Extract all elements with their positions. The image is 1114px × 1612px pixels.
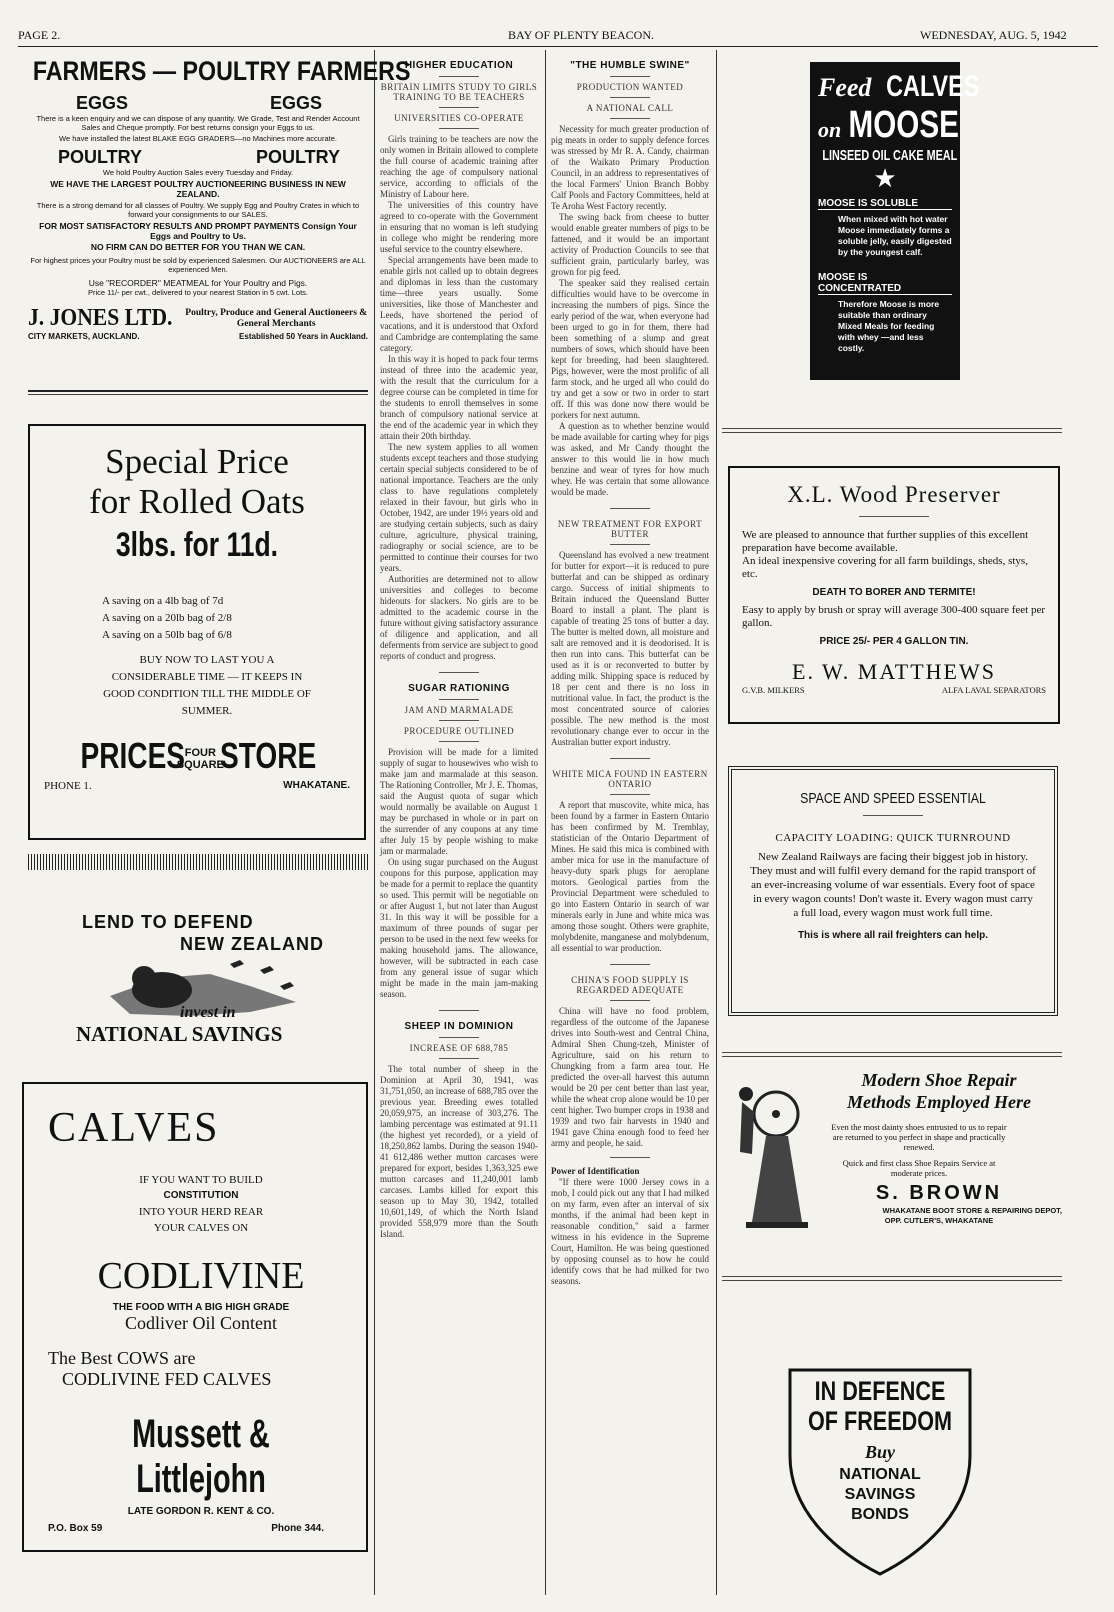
news-column-2 <box>380 60 538 1595</box>
lend-line-1: LEND TO DEFEND <box>82 912 254 932</box>
article-paragraph: Provision will be made for a limited supply of sugar to housewives who wish to make jam and marmalade at this season. The Rationing Controller, Mr J. E. Thomas, said the August quota of sugar which would normally be available on August 1 may be purchased in whole or in part on the surrender of any coupons at any time after July 15 by people wishing to make jam or marmalade. <box>380 747 538 856</box>
poultry-demand: There is a strong demand for all classes of Poultry. We supply Egg and Poultry Crates in which to forward your consignments to our SALES. <box>36 201 360 219</box>
prompt-payments: FOR MOST SATISFACTORY RESULTS AND PROMPT PAYMENTS Consign Your Eggs and Poultry to Us. <box>39 221 357 241</box>
sheep-dominion-headline: SHEEP IN DOMINION <box>404 1021 514 1032</box>
column-rule-2 <box>545 50 546 1595</box>
s-brown: S. BROWN <box>875 1182 1003 1204</box>
article-paragraph: A question as to whether benzine would be made available for carting whey for pigs was asked, and Mr Candy thought the answer to this would lie in how much benzine and wear of tyres for how much whey. He was certain that some allowance would be made. <box>551 421 709 497</box>
moose-calves: CALVES <box>886 70 980 103</box>
hatched-border <box>28 854 368 870</box>
meatmeal-price: Price 11/- per cwt., delivered to your nearest Station in 5 cwt. Lots. <box>88 288 308 297</box>
buy-now-text: BUY NOW TO LAST YOU A CONSIDERABLE TIME — IT KEEPS IN GOOD CONDITION TILL THE MIDDLE OF SUMMER. <box>103 654 311 717</box>
capacity-loading: CAPACITY LOADING: QUICK TURNROUND <box>775 832 1011 844</box>
store-four: FOUR <box>184 747 216 759</box>
moose-calves-ad <box>810 62 980 380</box>
production-wanted: PRODUCTION WANTED <box>576 82 684 92</box>
company-address: CITY MARKETS, AUCKLAND. <box>28 332 140 341</box>
late-gordon-kent: LATE GORDON R. KENT & CO. <box>127 1506 275 1517</box>
defence-bonds: BONDS <box>851 1506 909 1523</box>
auction-days: We hold Poultry Auction Sales every Tuesday and Friday. <box>102 168 294 177</box>
divider <box>722 1280 1062 1281</box>
codlivine-tagline: THE FOOD WITH A BIG HIGH GRADE <box>112 1302 290 1313</box>
po-box: P.O. Box 59 <box>48 1523 103 1534</box>
moose-concentrated-text: Therefore Moose is more suitable than ordinary Mixed Meals for feeding with whey —and less costly. <box>838 299 940 353</box>
article-paragraph: China will have no food problem, regardless of the outcome of the Japanese drives into South-west and Central China, Admiral Shen Chung-tzeh, Minister of Agriculture, said on his return to Chungking from a farm area tour. He predicted the over-all harvest this autumn would be 20 per cent better than last year, while the wheat crop alone would be 10 per cent higher. Two bumper crops in 1938 and 1939 and two fair harvests in 1940 and 1941 gave China enough food to feed her army and people, he said. <box>551 1006 709 1148</box>
store-store: STORE <box>219 735 317 776</box>
calves-line-4: YOUR CALVES ON <box>153 1222 249 1234</box>
linseed-meal: LINSEED OIL CAKE MEAL <box>822 147 958 164</box>
article-paragraph: The total number of sheep in the Dominion at April 30, 1941, was 31,751,050, an increase of 688,785 over the previous year. Breeding ewes totalled 20,059,975, an increase of 303,276. The lambing percentage was estimated at 91.11 (the highest yet recorded), or a yield of 18,250,862 lambs. During the season 1940-41 612,486 wether mutton carcases were prepared for export, besides 1,363,325 ewe mutton carcases and 11,240,001 lamb carcases. Lambs killed for export this season up to May 30, 1942, totalled 10,601,149, of which the North Island provided 558,979 more than the South Island. <box>380 1064 538 1239</box>
divider <box>722 1052 1062 1053</box>
railways-ad <box>728 766 1058 1016</box>
calves-line-2: CONSTITUTION <box>163 1190 239 1201</box>
codlivine-calves-ad <box>22 1082 368 1552</box>
codliver-content: Codliver Oil Content <box>125 1313 277 1333</box>
higher-education-subhead: BRITAIN LIMITS STUDY TO GIRLS TRAINING TO BE TEACHERS <box>380 82 538 102</box>
wood-preserver-title: X.L. Wood Preserver <box>787 482 1001 507</box>
article-paragraph: A report that muscovite, white mica, has been found by a farmer in Eastern Ontario has been confirmed by M. Tremblay, statistician of the Ontario Department of Mines. He said this mica is combined with amber mica for use in the manufacture of heavy-duty spark plugs for aeroplane motors. Geological parties from the Provincial Department were scheduled to go into Eastern Ontario in search of war minerals early in June and white mica was among those sought. Others were graphite, molybdenite, manganese and molybdenum, all essential to war production. <box>551 800 709 953</box>
calves-line-3: INTO YOUR HERD REAR <box>138 1206 264 1218</box>
wood-covering-text: An ideal inexpensive covering for all farm buildings, sheds, stys, etc. <box>742 555 1028 580</box>
oats-title-1: Special Price <box>105 442 289 481</box>
article-paragraph: The speaker said they realised certain difficulties would have to be overcome in increasing the numbers of pigs. Since the early period of the war, when everyone had been urged to go in for them, there had been something of a slump and great numbers of sows, which should have been kept for breeding, had been slaughtered. Pigs, however, were the most prolific of all farm stock, and he urged all who could do try and get a sow or two in order to start off. If this was done now there would be porkers for next autumn. <box>551 278 709 420</box>
article-paragraph: Girls training to be teachers are now the only women in Britain allowed to complete the full course of academic training after reaching the age of compulsory national service, according to officials of the Ministry of Labour here. <box>380 134 538 199</box>
boot-store-address: OPP. CUTLER'S, WHAKATANE <box>884 1216 994 1225</box>
divider <box>722 432 1062 433</box>
jam-marmalade-subhead: JAM AND MARMALADE <box>404 705 514 715</box>
rolled-oats-ad <box>28 424 366 840</box>
calves-phone: Phone 344. <box>271 1523 324 1534</box>
poultry-ad-title: FARMERS — POULTRY FARMERS <box>32 56 411 86</box>
company-name: J. JONES LTD. <box>28 305 173 331</box>
egg-graders-text: We have installed the latest BLAKE EGG GRADERS—no Machines more accurate. <box>59 134 337 143</box>
store-town: WHAKATANE. <box>283 780 350 791</box>
higher-education-headline: HIGHER EDUCATION <box>404 60 514 71</box>
moose-soluble-text: When mixed with hot water Moose immediately forms a soluble jelly, easily digested by the youngest calf. <box>838 214 952 257</box>
moose-on: on <box>818 117 842 142</box>
death-to-borer: DEATH TO BORER AND TERMITE! <box>812 587 976 598</box>
poultry-farmers-ad <box>28 56 411 356</box>
invest-in: invest in <box>180 1004 236 1021</box>
article-paragraph: Special arrangements have been made to enable girls not called up to obtain degrees and diplomas in less than the customary time—three years usually. Some universities, like those of Manchester and Leeds, have shortened the period of vacations, and it is understood that Oxford and Cambridge are contemplating the same category. <box>380 255 538 353</box>
column-rule-1 <box>374 50 375 1595</box>
article-paragraph: The universities of this country have agreed to co-operate with the Government in ensuring that no woman is left studying in college who might be rendering more useful service to the country elsewhere. <box>380 200 538 254</box>
star-icon: ★ <box>873 164 897 193</box>
recorder-meatmeal: Use "RECORDER" MEATMEAL for Your Poultry and Pigs. <box>88 278 308 288</box>
space-speed-title: SPACE AND SPEED ESSENTIAL <box>800 790 986 807</box>
oats-price: 3lbs. for 11d. <box>115 526 279 564</box>
saving-line-2: A saving on a 20lb bag of 2/8 <box>102 612 232 624</box>
defence-national: NATIONAL <box>839 1466 921 1483</box>
eggs-left: EGGS <box>76 93 129 113</box>
sheep-increase: INCREASE OF 688,785 <box>409 1043 509 1053</box>
national-call: A NATIONAL CALL <box>586 103 674 113</box>
defence-savings: SAVINGS <box>844 1486 916 1503</box>
calves-title: CALVES <box>48 1105 220 1151</box>
procedure-outlined: PROCEDURE OUTLINED <box>403 726 515 736</box>
shoe-title-2: Methods Employed Here <box>847 1092 1031 1112</box>
in-defence: IN DEFENCE <box>814 1376 946 1406</box>
store-prices: PRICES <box>80 735 185 776</box>
codlivine-fed-calves: CODLIVINE FED CALVES <box>62 1369 272 1389</box>
moose-brand: MOOSE <box>848 104 960 146</box>
divider <box>722 1056 1062 1057</box>
of-freedom: OF FREEDOM <box>808 1406 952 1436</box>
moose-feed: Feed <box>818 73 872 102</box>
wood-supplies-text: We are pleased to announce that further supplies of this excellent preparation have become available. <box>742 529 1029 554</box>
news-column-3 <box>551 60 709 1595</box>
article-paragraph: Queensland has evolved a new treatment for butter for export—it is reduced to pure butterfat and can be shipped as ordinary cargo. Success of initial shipments to Britain induced the Queensland Butter Board to install a plant. The plant is capable of treating 25 tons of butter a day. The butter is melted down, all moisture and salt are removed and it is deodorised. It is then run into cans. This butterfat can be used as it is or reconverted to butter by adding milk. Shipping space is reduced by 18 per cent and there is no loss in nutritional value. In fact, the product is the most concentrated source of calories possible. The new method is the most revolutionary change ever to occur in the Australian butter export industry. <box>551 550 709 747</box>
oats-title-2: for Rolled Oats <box>89 482 305 521</box>
masthead <box>18 28 1098 44</box>
salesmen-note: For highest prices your Poultry must be sold by experienced Salesmen. Our AUCTIONEERS are ALL experienced Men. <box>30 256 366 274</box>
ew-matthews: E. W. MATTHEWS <box>792 659 996 684</box>
article-paragraph: Necessity for much greater production of pig meats in order to supply defence forces was stressed by Mr R. A. Candy, chairman of the Waikato Primary Production Council, in an address to representatives of the local Farmers' Union Branch Bobby Calf Pools and Factory Committees, held at Te Aroha West Factory recently. <box>551 124 709 211</box>
largest-business: WE HAVE THE LARGEST POULTRY AUCTIONEERING BUSINESS IN NEW ZEALAND. <box>50 179 346 199</box>
company-description: Poultry, Produce and General Auctioneers & General Merchants <box>185 307 368 329</box>
sugar-rationing-headline: SUGAR RATIONING <box>408 683 510 694</box>
national-savings: NATIONAL SAVINGS <box>76 1022 283 1046</box>
wood-preserver-ad <box>728 466 1060 724</box>
shoe-service-text: Quick and first class Shoe Repairs Service at moderate prices. <box>842 1158 996 1178</box>
store-phone: PHONE 1. <box>44 780 92 792</box>
masthead-rule <box>18 46 1098 47</box>
white-mica-headline: WHITE MICA FOUND IN EASTERN ONTARIO <box>552 769 708 789</box>
buy-script: Buy <box>864 1442 895 1462</box>
moose-concentrated: MOOSE IS CONCENTRATED <box>818 272 952 295</box>
best-cows-line: The Best COWS are <box>48 1348 196 1368</box>
boot-store-depot: WHAKATANE BOOT STORE & REPAIRING DEPOT, <box>882 1206 1062 1215</box>
article-paragraph: On using sugar purchased on the August coupons for this purpose, application may be made for a permit to replace the quantity so used. This permit will be negotiable on or after August 1, but not later than August 31. In this way it will be possible for a maximum of three pounds of sugar per person to be used in the next few weeks for making household jams. The allowance, however, will be subtracted in each case from any general issue of sugar which might be made in the main jam-making season. <box>380 857 538 999</box>
article-paragraph: The new system applies to all women students except teachers and those studying certain special subjects considered to be of national importance. Teachers are the only class to have regulations completely relaxed in their favour, but girls who in October, 1942, are under 19½ years old and are studying certain subjects, such as dairy culture, agriculture, physical training, radiography or social science, are to be permitted to continue their courses for two years. <box>380 442 538 573</box>
poultry-left: POULTRY <box>58 147 142 167</box>
wood-price: PRICE 25/- PER 4 GALLON TIN. <box>819 636 969 647</box>
shoe-repair-ad <box>728 1064 1062 1244</box>
page-number: PAGE 2. <box>18 28 61 42</box>
article-paragraph: The swing back from cheese to butter would enable greater numbers of pigs to be fattened, and it would be an important activity of Production Councils to see that sufficient grain, particularly barley, was grown for pig feed. <box>551 212 709 277</box>
calves-line-1: IF YOU WANT TO BUILD <box>139 1174 263 1186</box>
lend-to-defend-ad <box>40 904 356 1054</box>
humble-swine-headline: "THE HUMBLE SWINE" <box>570 60 690 71</box>
shoe-dainty-text: Even the most dainty shoes entrusted to us to repair are returned to you perfect in shape and practically renewed. <box>831 1122 1007 1152</box>
universities-cooperate: UNIVERSITIES CO-OPERATE <box>394 113 524 123</box>
divider <box>722 428 1062 429</box>
rail-freighters-help: This is where all rail freighters can help. <box>797 930 989 941</box>
article-paragraph: "If there were 1000 Jersey cows in a mob, I could pick out any that I had milked on my farm, even after an interval of six months, if the animal had been kept in reasonable condition," said a farmer witness in his evidence in the Supreme Court, Hamilton. He was being questioned by opposing counsel as to how he could identify cows that he had milked for two seasons. <box>551 1177 709 1286</box>
issue-date: WEDNESDAY, AUG. 5, 1942 <box>920 28 1067 42</box>
eggs-right: EGGS <box>269 93 322 113</box>
lend-line-2: NEW ZEALAND <box>180 934 324 954</box>
no-firm-better: NO FIRM CAN DO BETTER FOR YOU THAN WE CAN. <box>90 242 306 252</box>
eggs-text: There is a keen enquiry and we can dispose of any quantity. We Grade, Test and Render Account Sales and Cheque promptly. For best returns consign your Eggs to us. <box>36 114 360 132</box>
alfa-laval: ALFA LAVAL SEPARATORS <box>941 685 1046 695</box>
column-rule-3 <box>716 50 717 1595</box>
divider <box>28 390 368 392</box>
article-paragraph: In this way it is hoped to pack four terms instead of three into the academic year, with the result that the curriculum for a degree course can be completed in time for the students to enroll themselves in some branch of compulsory national service at the end of the academic year in which they attain their 20th birthday. <box>380 354 538 441</box>
mussett-littlejohn: Mussett & Littlejohn <box>132 1412 270 1501</box>
china-food-headline: CHINA'S FOOD SUPPLY IS REGARDED ADEQUATE <box>571 975 689 995</box>
saving-line-3: A saving on a 50lb bag of 6/8 <box>102 629 232 641</box>
paper-name: BAY OF PLENTY BEACON. <box>508 28 655 42</box>
company-established: Established 50 Years in Auckland. <box>239 332 368 341</box>
identification-headline: Power of Identification <box>551 1166 640 1176</box>
article-paragraph: Authorities are determined not to allow universities and colleges to become hideouts for slackers. No girls are to be admitted to the academic course in the future without giving satisfactory assurance of diligence and application, and all deferments from service are subject to good reports of conduct and progress. <box>380 574 538 661</box>
gvb-milkers: G.V.B. MILKERS <box>742 685 805 695</box>
store-square: SQUARE <box>176 759 224 771</box>
wood-easy-apply: Easy to apply by brush or spray will average 300-400 square feet per gallon. <box>742 604 1046 629</box>
butter-headline: NEW TREATMENT FOR EXPORT BUTTER <box>557 519 703 539</box>
shoe-title-1: Modern Shoe Repair <box>861 1070 1017 1090</box>
defence-of-freedom-ad <box>786 1366 974 1578</box>
divider <box>28 394 368 395</box>
railways-text: New Zealand Railways are facing their biggest job in history. They must and will fulfil every demand for the rapid transport of an ever-increasing volume of war essentials. Every foot of space in every wagon counts! Don't waste it. Every wagon must carry a full load, every wagon must work full time. <box>750 851 1036 919</box>
codlivine-brand: CODLIVINE <box>97 1255 305 1297</box>
saving-line-1: A saving on a 4lb bag of 7d <box>102 595 224 607</box>
store-logo <box>44 735 350 776</box>
moose-soluble: MOOSE IS SOLUBLE <box>818 198 952 210</box>
poultry-right: POULTRY <box>256 147 340 167</box>
divider <box>722 1276 1062 1277</box>
